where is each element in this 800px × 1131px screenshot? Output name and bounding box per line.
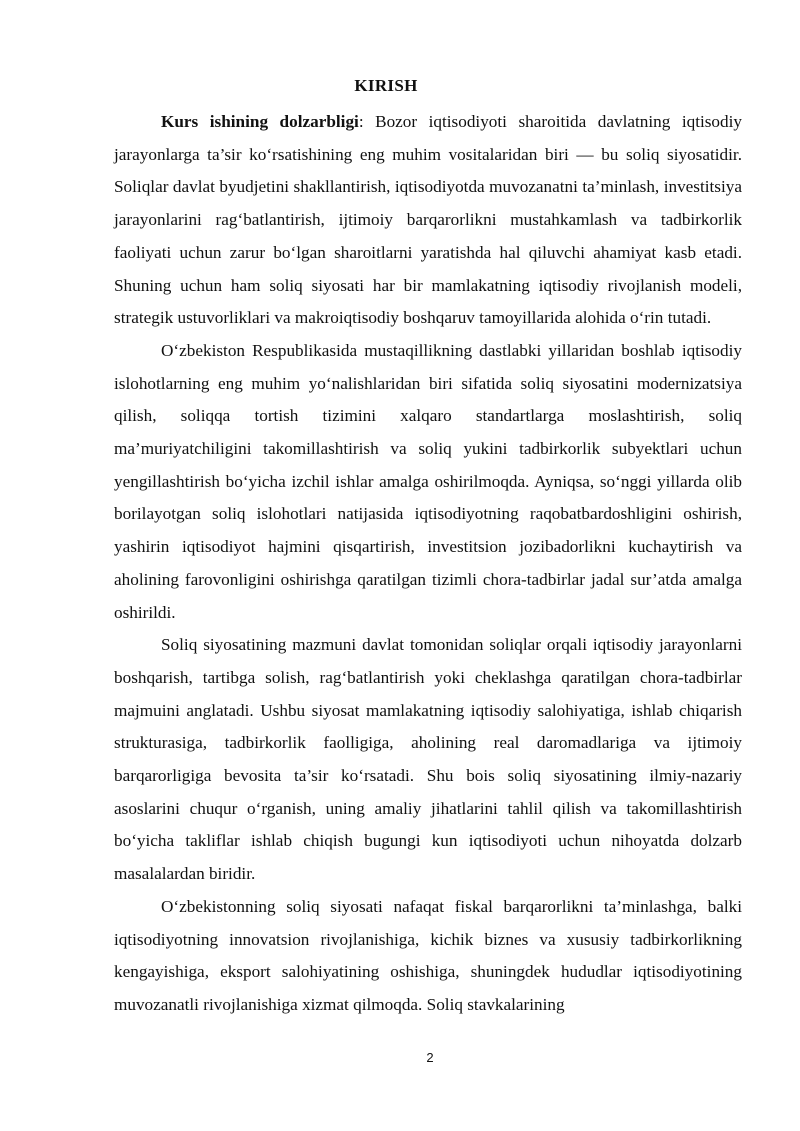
paragraph-text: : Bozor iqtisodiyoti sharoitida davlatning iqtisodiy jarayonlarga ta’sir ko‘rsatishining eng muhim vositalaridan biri — bu soliq siyosatidir. Soliqlar davlat byudjetini shakllantirish, iqtisodiyotda muvozanatni ta’minlash, investitsiya jarayonlarini rag‘batlantirish, ijtimoiy barqarorlikni mustahkamlash va tadbirkorlik faoliyati uchun zarur bo‘lgan sharoitlarni yaratishda hal qiluvchi ahamiyat kasb etadi. Shuning uchun ham soliq siyosati har bir mamlakatning iqtisodiy rivojlanish modeli, strategik ustuvorliklari va makroiqtisodiy boshqaruv tamoyillarida alohida o‘rin tutadi.: [114, 112, 742, 328]
paragraph: Soliq siyosatining mazmuni davlat tomonidan soliqlar orqali iqtisodiy jarayonlarni boshqarish, tartibga solish, rag‘batlantirish yoki cheklashga qaratilgan chora-tadbirlar majmuini anglatadi. Ushbu siyosat mamlakatning iqtisodiy salohiyatiga, ishlab chiqarish strukturasiga, tadbirkorlik faolligiga, aholining real daromadlariga va ijtimoiy barqarorligiga bevosita ta’sir ko‘rsatadi. Shu bois soliq siyosatining ilmiy-nazariy asoslarini chuqur o‘rganish, uning amaliy jihatlarini tahlil qilish va takomillashtirish bo‘yicha takliflar ishlab chiqish bugungi kun iqtisodiyoti uchun nihoyatda dolzarb masalalardan biridir.: [114, 635, 742, 884]
page-number: 2: [426, 1050, 434, 1065]
body-text: [114, 106, 742, 1022]
paragraph-lead: Kurs ishining dolzarbligi: [161, 112, 359, 131]
paragraph: O‘zbekiston Respublikasida mustaqillikning dastlabki yillaridan boshlab iqtisodiy islohotlarning eng muhim yo‘nalishlaridan biri sifatida soliq siyosatini modernizatsiya qilish, soliqqa tortish tizimini xalqaro standartlarga moslashtirish, soliq ma’muriyatchiligini takomillashtirish va soliq yukini tadbirkorlik subyektlari uchun yengillashtirish bo‘yicha izchil ishlar amalga oshirilmoqda. Ayniqsa, so‘nggi yillarda olib borilayotgan soliq islohotlari natijasida iqtisodiyotning raqobatbardoshligini oshirish, yashirin iqtisodiyot hajmini qisqartirish, investitsion jozibadorlikni kuchaytirish va aholining farovonligini oshirishga qaratilgan tizimli chora-tadbirlar jadal sur’atda amalga oshirildi.: [114, 340, 742, 622]
section-title: KIRISH: [354, 76, 418, 95]
paragraph: O‘zbekistonning soliq siyosati nafaqat fiskal barqarorlikni ta’minlashga, balki iqtisodiyotning innovatsion rivojlanishiga, kichik biznes va xususiy tadbirkorlikning kengayishiga, eksport salohiyatining oshishiga, shuningdek hududlar iqtisodiyotining muvozanatli rivojlanishiga xizmat qilmoqda. Soliq stavkalarining: [114, 896, 742, 1014]
paragraph-relevance: [114, 106, 742, 335]
